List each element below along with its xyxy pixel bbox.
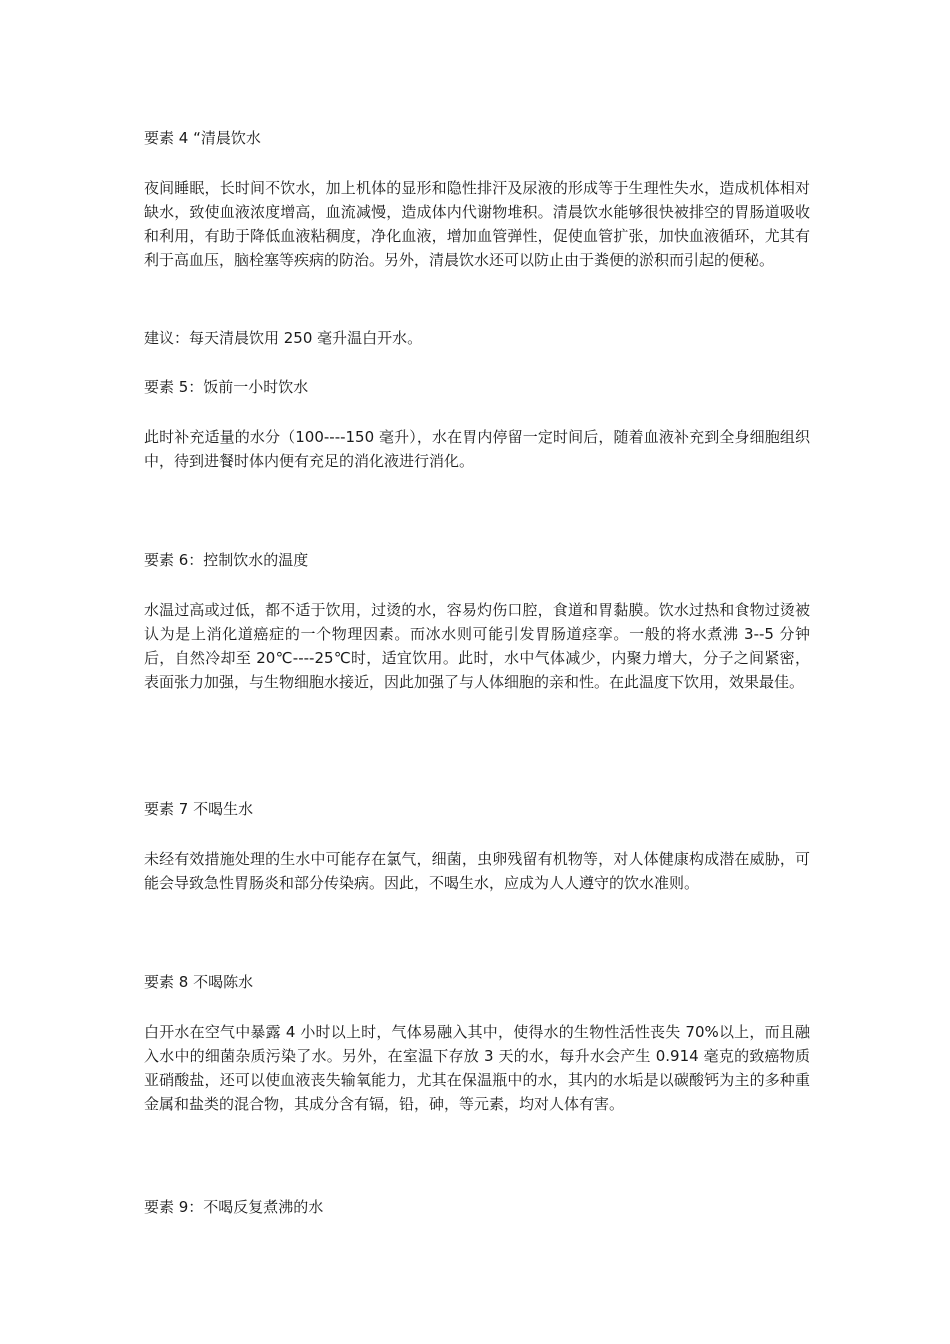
section-heading-4: 要素 4 “清晨饮水 — [144, 129, 261, 147]
section-heading-7: 要素 7 不喝生水 — [144, 800, 254, 818]
section-heading-6: 要素 6：控制饮水的温度 — [144, 551, 309, 569]
paragraph-stale-water: 白开水在空气中暴露 4 小时以上时，气体易融入其中，使得水的生物性活性丧失 70%以上，而且融入水中的细菌杂质污染了水。另外，在室温下存放 3 天的水，每升水会产生 0.914 毫克的致癌物质亚硝酸盐，还可以使血液丧失输氧能力，尤其在保温瓶中的水，其内的水垢是以碳酸钙为主的多种重金属和盐类的混合物，其成分含有镉，铅，砷，等元素，均对人体有害。 — [144, 1023, 810, 1113]
paragraph-morning-water: 夜间睡眠，长时间不饮水，加上机体的显形和隐性排汗及尿液的形成等于生理性失水，造成机体相对缺水，致使血液浓度增高，血流减慢，造成体内代谢物堆积。清晨饮水能够很快被排空的胃肠道吸收和利用，有助于降低血液粘稠度，净化血液，增加血管弹性，促使血管扩张，加快血液循环，尤其有利于高血压，脑栓塞等疾病的防治。另外，清晨饮水还可以防止由于粪便的淤积而引起的便秘。 — [144, 179, 810, 269]
paragraph-temperature: 水温过高或过低，都不适于饮用，过烫的水，容易灼伤口腔，食道和胃黏膜。饮水过热和食物过烫被认为是上消化道癌症的一个物理因素。而冰水则可能引发胃肠道痉挛。一般的将水煮沸 3--5 分钟后，自然冷却至 20℃----25℃时，适宜饮用。此时，水中气体减少，内聚力增大，分子之间紧密，表面张力加强，与生物细胞水接近，因此加强了与人体细胞的亲和性。在此温度下饮用，效果最佳。 — [144, 601, 810, 691]
section-heading-8: 要素 8 不喝陈水 — [144, 973, 254, 991]
section-heading-9: 要素 9：不喝反复煮沸的水 — [144, 1198, 324, 1216]
paragraph-raw-water: 未经有效措施处理的生水中可能存在氯气，细菌，虫卵残留有机物等，对人体健康构成潜在威胁，可能会导致急性胃肠炎和部分传染病。因此，不喝生水，应成为人人遵守的饮水准则。 — [144, 850, 810, 892]
section-heading-5: 要素 5：饭前一小时饮水 — [144, 378, 309, 396]
paragraph-suggestion: 建议：每天清晨饮用 250 毫升温白开水。 — [144, 329, 423, 347]
paragraph-before-meal: 此时补充适量的水分（100----150 毫升），水在胃内停留一定时间后，随着血液补充到全身细胞组织中，待到进餐时体内便有充足的消化液进行消化。 — [144, 428, 810, 470]
